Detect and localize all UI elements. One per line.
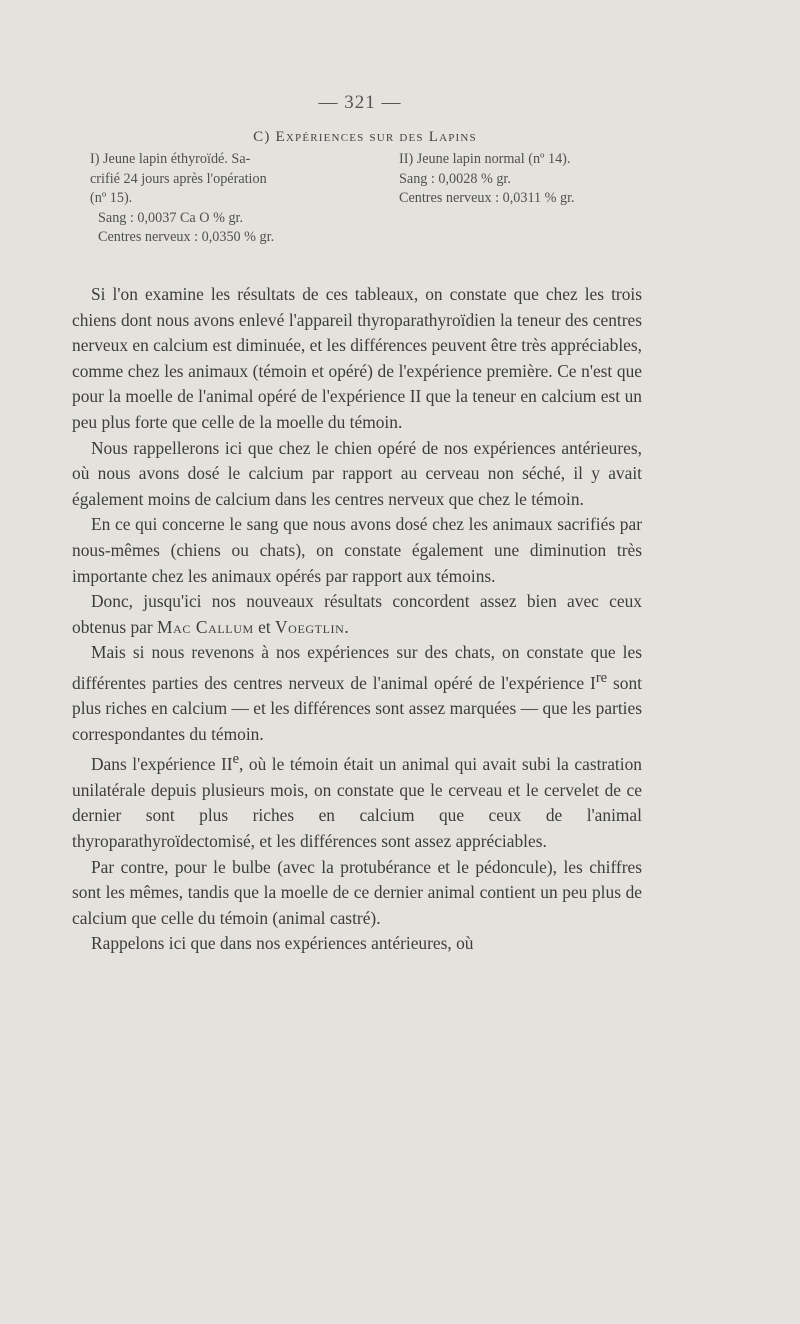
paragraph: En ce qui concerne le sang que nous avons dosé chez les animaux sacrifiés par nous-mêmes (chiens ou chats), on constate également une diminution très importante chez les animaux opérés par rapport aux témoins.	[72, 514, 642, 586]
paragraph-text: et	[253, 616, 276, 637]
left-column-line: crifié 24 jours après l'opération	[90, 170, 267, 187]
page-number: — 321 —	[318, 92, 402, 113]
paragraph: Par contre, pour le bulbe (avec la protubérance et le pédoncule), les chiffres sont les mêmes, tandis que la moelle de ce dernier animal contient un peu plus de calcium que celle du témoin (animal castré).	[72, 856, 642, 928]
body-text	[72, 282, 642, 957]
left-column-line: (nº 15).	[90, 190, 133, 206]
paragraph: Nous rappellerons ici que chez le chien opéré de nos expériences antérieures, où nous avons dosé le calcium par rapport au cerveau non séché, il y avait également moins de calcium dans les centres nerveux que chez le témoin.	[72, 437, 642, 509]
right-column-line: Centres nerveux : 0,0311 % gr.	[399, 190, 575, 206]
paragraph-text: , où le témoin était un animal qui avait subi la castration unilatérale depuis plusieurs mois, on constate que le cerveau et le cervelet de ce dernier sont plus riches en calcium que ceux de l'animal thyroparathyroïdectomisé, et les différences sont assez appréciables.	[72, 754, 642, 852]
paragraph-text: Dans l'expérience II	[91, 754, 233, 775]
right-column-line: II) Jeune lapin normal (nº 14).	[399, 151, 571, 167]
paragraph: Si l'on examine les résultats de ces tableaux, on constate que chez les trois chiens dont nous avons enlevé l'appareil thyroparathyroïdien la teneur des centres nerveux en calcium est diminuée, et les différences peuvent être très appréciables, comme chez les animaux (témoin et opéré) de l'expérience première. Ce n'est que pour la moelle de l'animal opéré de l'expérience II que la teneur en calcium est un peu plus forte que celle de la moelle du témoin.	[72, 284, 642, 432]
paragraph-text: Mais si nous revenons à nos expériences sur des chats, on constate que les différentes parties des centres nerveux de l'animal opéré de l'expérience I	[72, 642, 642, 693]
paragraph: Rappelons ici que dans nos expériences antérieures, où	[91, 933, 474, 954]
left-column-line: Sang : 0,0037 Ca O % gr.	[98, 209, 244, 226]
paragraph-text: .	[344, 616, 349, 637]
paragraph	[72, 640, 642, 747]
left-column-experiment-i	[90, 150, 360, 248]
paragraph	[72, 747, 642, 854]
superscript: re	[595, 669, 608, 686]
left-column-line: I) Jeune lapin éthyroïdé. Sa-	[90, 151, 251, 167]
left-column-line: Centres nerveux : 0,0350 % gr.	[98, 229, 275, 245]
section-heading: C) Expériences sur des Lapins	[253, 129, 477, 145]
paragraph-text: sont plus riches en calcium — et les différences sont assez marquées — que les parties correspondantes du témoin.	[72, 672, 642, 744]
superscript: e	[232, 751, 240, 768]
paragraph-text: Donc, jusqu'ici nos nouveaux résultats concordent assez bien avec ceux obtenus par	[72, 591, 642, 637]
right-column-line: Sang : 0,0028 % gr.	[399, 170, 511, 187]
paragraph	[72, 589, 642, 640]
author-name: Voegtlin	[275, 616, 345, 637]
right-column-experiment-ii	[399, 150, 699, 209]
author-name: Mac Callum	[157, 616, 254, 637]
